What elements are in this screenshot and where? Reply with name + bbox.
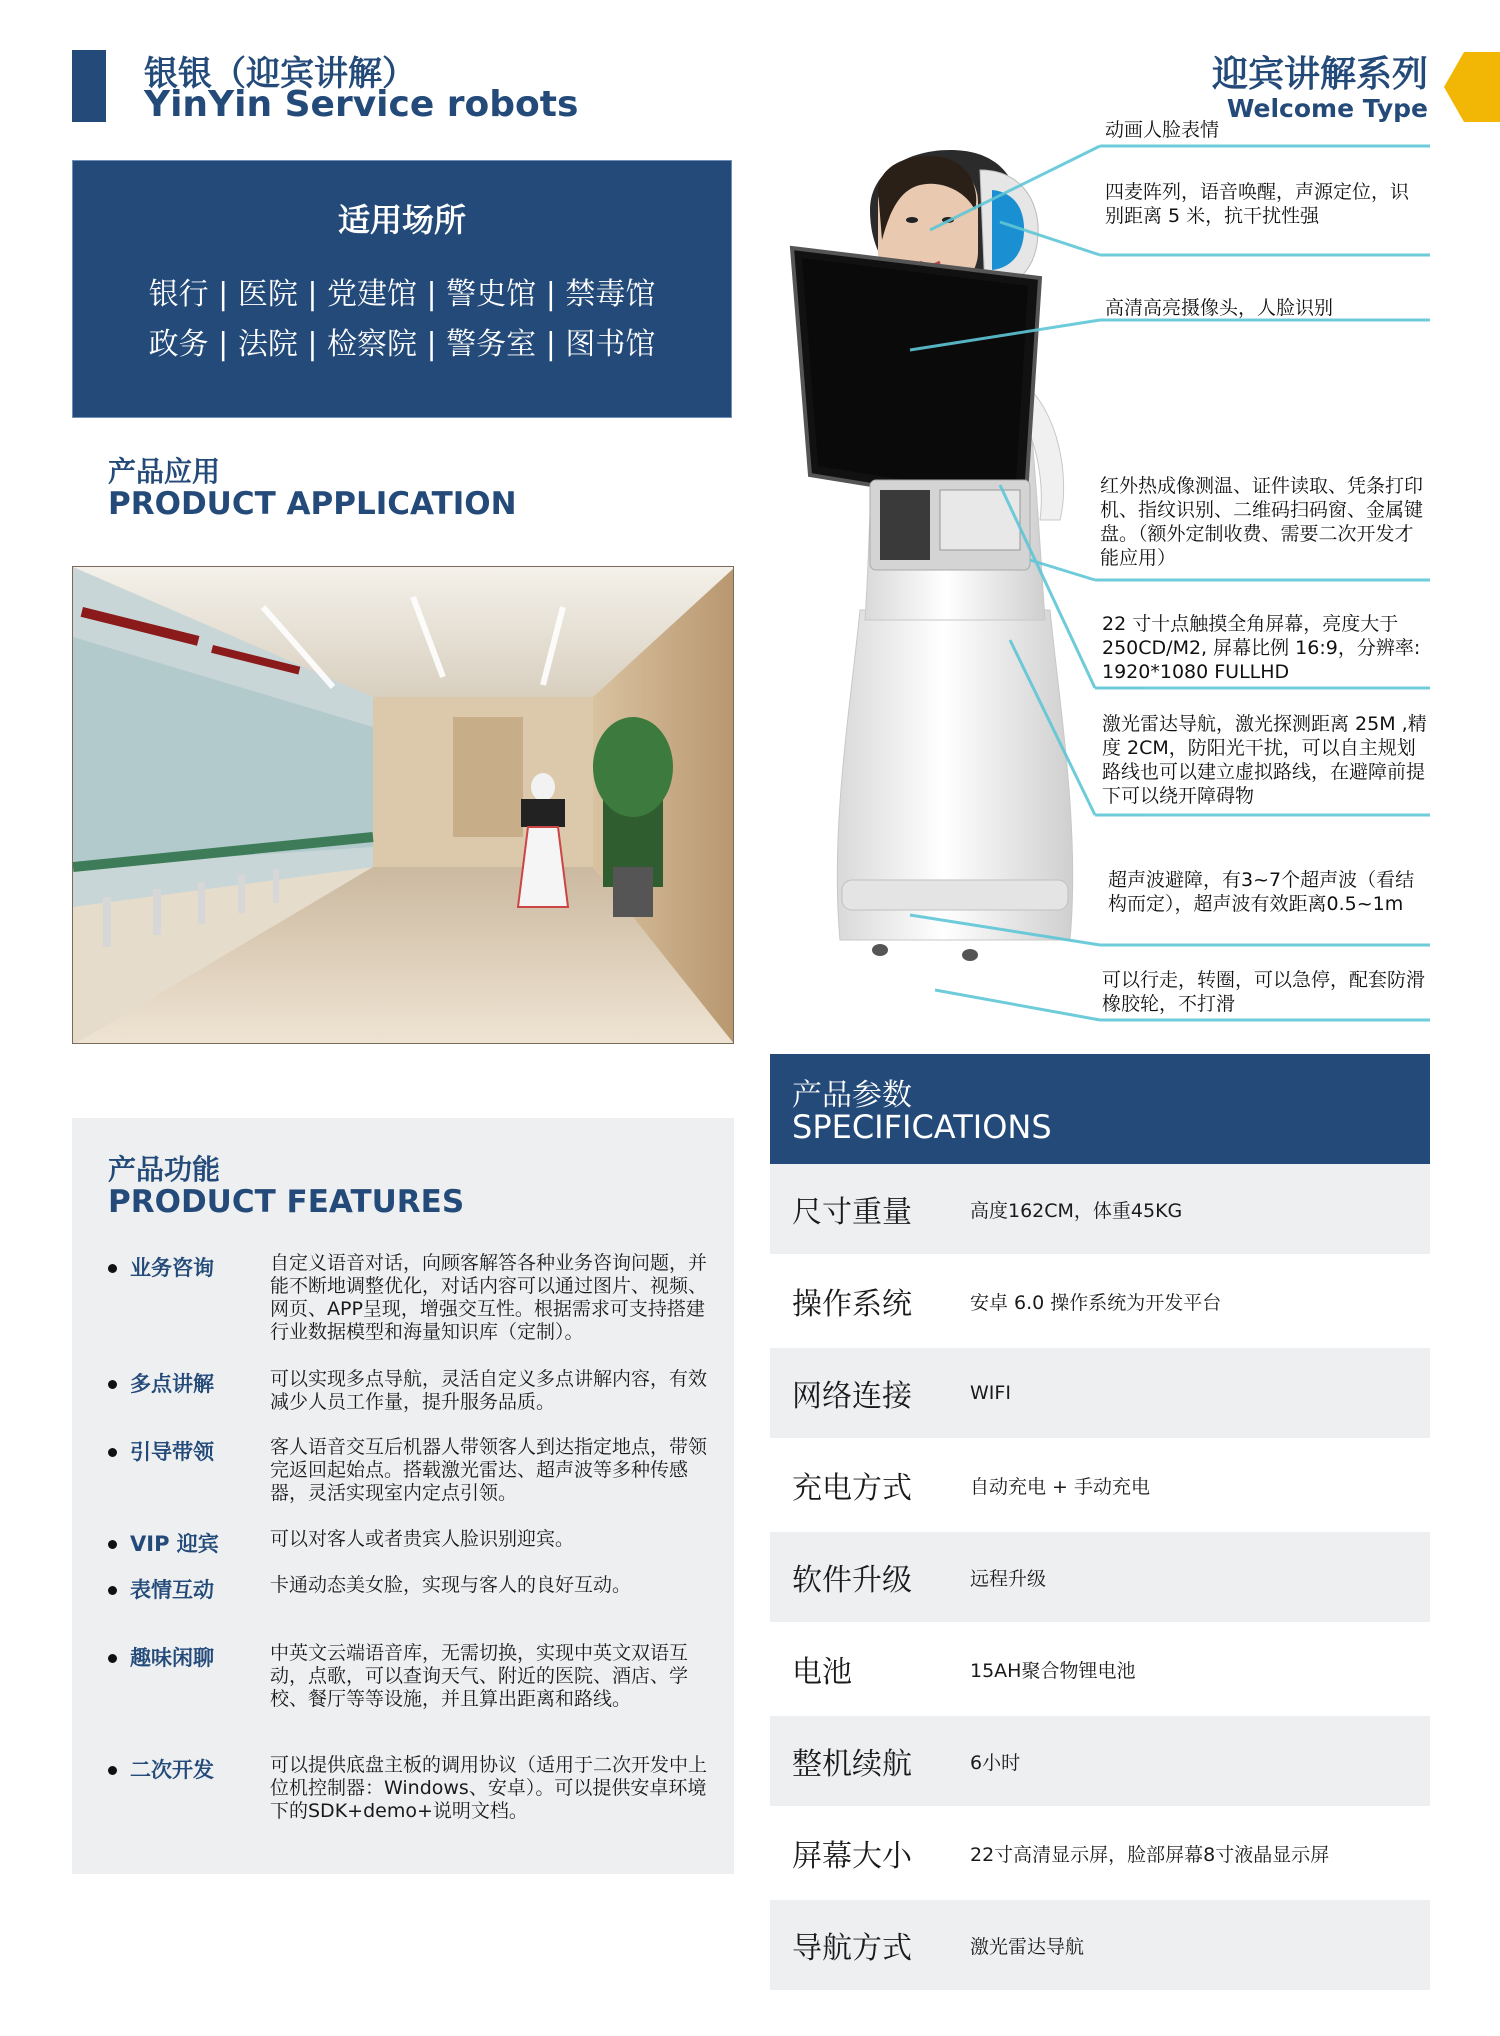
feature-text: 可以提供底盘主板的调用协议（适用于二次开发中上位机控制器：Windows、安卓）。可以提供安卓环境下的SDK+demo+说明文档。 [270,1754,708,1822]
spec-key: 充电方式 [792,1471,912,1506]
callout-ultrasonic: 超声波避障，有3~7个超声波（看结构而定），超声波有效距离0.5~1m [1108,869,1415,915]
feature-text: 自定义语音对话，向顾客解答各种业务咨询问题，并能不断地调整优化，对话内容可以通过图片、视频、网页、APP呈现，增强交互性。根据需求可支持搭建行业数据模型和海量知识库（定制）。 [270,1252,708,1343]
specs-title-cn: 产品参数 [792,1078,912,1113]
callout-lidar: 激光雷达导航，激光探测距离 25M ,精度 2CM，防阳光干扰，可以自主规划路线也可以建立虚拟路线，在避障前提下可以绕开障碍物 [1102,713,1427,807]
callout-screen: 22 寸十点触摸全角屏幕，亮度大于250CD/M2, 屏幕比例 16:9，分辨率: 1920*1080 FULLHD [1102,613,1421,683]
spec-key: 操作系统 [792,1287,912,1322]
spec-value: WIFI [970,1382,1011,1404]
feature-label: 二次开发 [130,1758,214,1782]
feature-label: 表情互动 [130,1578,214,1602]
callout-camera: 高清高亮摄像头，人脸识别 [1105,297,1334,319]
series-title-cn: 迎宾讲解系列 [1211,54,1428,95]
feature-text: 可以对客人或者贵宾人脸识别迎宾。 [270,1528,575,1550]
specs-header [770,1054,1430,1164]
application-title-cn: 产品应用 [108,455,221,488]
callout-wheels: 可以行走，转圈，可以急停，配套防滑橡胶轮，不打滑 [1102,969,1426,1015]
spec-value: 激光雷达导航 [970,1935,1085,1958]
spec-key: 整机续航 [792,1747,912,1782]
feature-label: 引导带领 [130,1440,214,1464]
callout-peripherals: 红外热成像测温、证件读取、凭条打印机、指纹识别、二维码扫码窗、金属键盘。（额外定制收费、需要二次开发才能应用） [1100,475,1424,569]
spec-value: 自动充电 + 手动充电 [970,1475,1150,1498]
spec-row [770,1624,1430,1714]
callout-face: 动画人脸表情 [1105,119,1220,141]
venues-title: 适用场所 [337,201,466,239]
spec-key: 尺寸重量 [792,1195,912,1230]
spec-row [770,1900,1430,1990]
venues-line-1: 银行 | 医院 | 党建馆 | 警史馆 | 禁毒馆 [148,277,656,312]
spec-row [770,1716,1430,1806]
specs-title-en: SPECIFICATIONS [792,1108,1052,1146]
spec-value: 22寸高清显示屏，脸部屏幕8寸液晶显示屏 [970,1843,1330,1866]
spec-value: 6小时 [970,1751,1021,1774]
spec-key: 软件升级 [792,1563,912,1598]
spec-row [770,1348,1430,1438]
spec-value: 远程升级 [970,1567,1047,1590]
venues-line-2: 政务 | 法院 | 检察院 | 警务室 | 图书馆 [148,327,656,362]
series-title-en: Welcome Type [1226,94,1428,123]
spec-value: 安卓 6.0 操作系统为开发平台 [970,1291,1222,1314]
spec-value: 15AH聚合物锂电池 [970,1659,1136,1682]
spec-key: 电池 [792,1655,852,1690]
feature-label: VIP 迎宾 [130,1532,219,1556]
feature-label: 业务咨询 [130,1256,214,1280]
spec-key: 屏幕大小 [792,1839,912,1874]
feature-label: 趣味闲聊 [130,1646,214,1670]
spec-value: 高度162CM，体重45KG [970,1199,1183,1222]
feature-label: 多点讲解 [130,1372,214,1396]
feature-text: 卡通动态美女脸，实现与客人的良好互动。 [270,1574,632,1596]
product-title-cn: 银银（迎宾讲解） [144,54,416,94]
feature-text: 可以实现多点导航，灵活自定义多点讲解内容，有效减少人员工作量，提升服务品质。 [270,1368,708,1413]
spec-row [770,1808,1430,1898]
features-title-en: PRODUCT FEATURES [108,1184,465,1220]
spec-row [770,1256,1430,1346]
spec-key: 网络连接 [792,1379,912,1414]
callout-mic-array: 四麦阵列，语音唤醒，声源定位，识别距离 5 米，抗干扰性强 [1105,181,1410,227]
product-title-en: YinYin Service robots [144,84,579,125]
features-title-cn: 产品功能 [108,1153,221,1186]
spec-row [770,1164,1430,1254]
feature-text: 客人语音交互后机器人带领客人到达指定地点，带领完返回起始点。搭载激光雷达、超声波等多种传感器，灵活实现室内定点引领。 [270,1436,708,1504]
spec-key: 导航方式 [792,1931,912,1966]
spec-row [770,1532,1430,1622]
spec-row [770,1440,1430,1530]
feature-text: 中英文云端语音库，无需切换，实现中英文双语互动，点歌，可以查询天气、附近的医院、酒店、学校、餐厅等等设施，并且算出距离和路线。 [270,1642,689,1710]
application-title-en: PRODUCT APPLICATION [108,486,517,522]
